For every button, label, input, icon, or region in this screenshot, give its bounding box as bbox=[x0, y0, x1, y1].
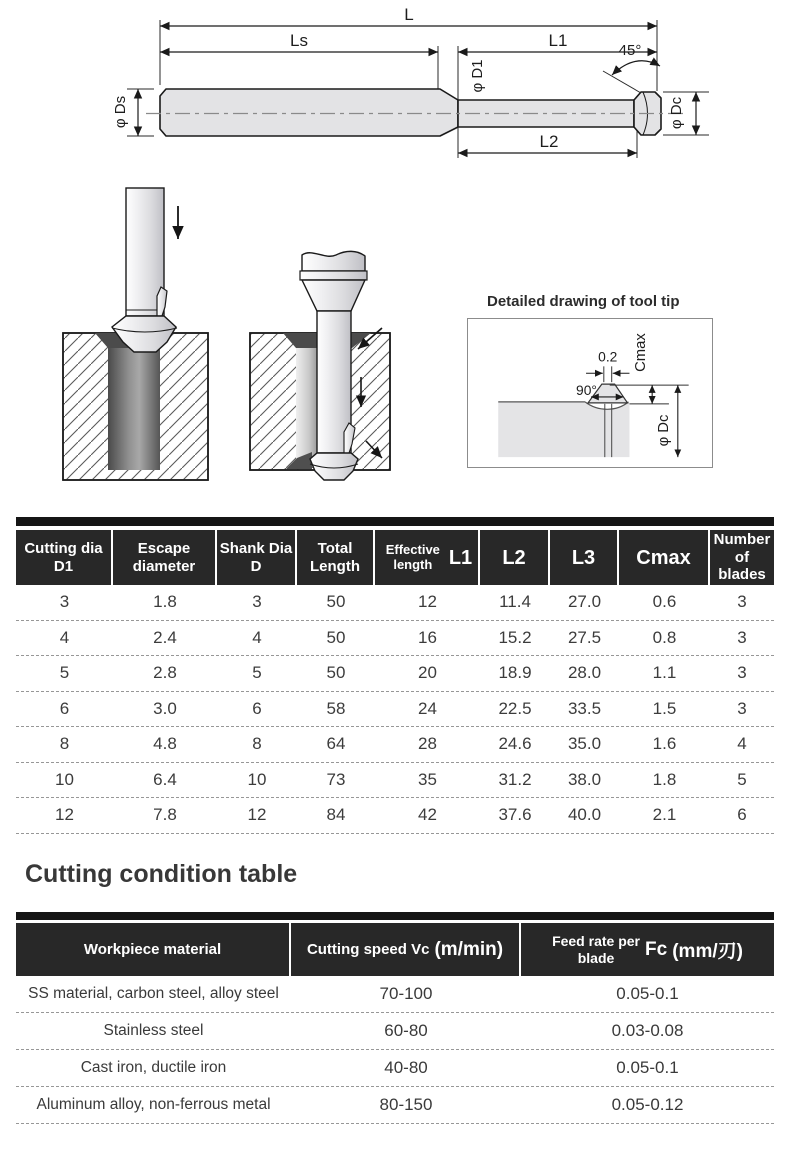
header-label: L1 bbox=[448, 546, 473, 569]
header-unit: (m/min) bbox=[434, 938, 504, 960]
cell: 27.5 bbox=[567, 627, 602, 647]
cell: 1.5 bbox=[652, 698, 677, 718]
cell: 18.9 bbox=[498, 663, 532, 683]
header-cmax bbox=[619, 530, 710, 585]
header-l3 bbox=[550, 530, 619, 585]
cutting-condition-title: Cutting condition table bbox=[25, 860, 298, 888]
cell-speed: 40-80 bbox=[384, 1058, 428, 1077]
cell: 1.1 bbox=[652, 663, 677, 683]
table-accent-bar bbox=[16, 912, 774, 920]
cell: 12 bbox=[247, 805, 267, 825]
tip-detail-title: Detailed drawing of tool tip bbox=[487, 293, 680, 310]
header-label: Escape bbox=[137, 539, 191, 557]
cell: 22.5 bbox=[498, 698, 532, 718]
header-feed-rate bbox=[521, 923, 774, 976]
cell: 35.0 bbox=[567, 734, 602, 754]
header-label: L3 bbox=[571, 546, 596, 569]
dim-label-shank-dia: φ Ds bbox=[112, 95, 129, 129]
cell: 2.8 bbox=[153, 663, 177, 683]
cell: 73 bbox=[326, 769, 346, 789]
cell: 3 bbox=[252, 592, 262, 612]
cell: 0.8 bbox=[652, 627, 677, 647]
dim-label-angle: 45° bbox=[618, 42, 642, 59]
header-label: D1 bbox=[53, 557, 74, 575]
cell: 28 bbox=[418, 734, 437, 754]
cell: 58 bbox=[326, 698, 346, 718]
cell-feed: 0.05-0.1 bbox=[616, 984, 679, 1003]
tip-angle-label: 90° bbox=[576, 381, 597, 398]
header-blade-count bbox=[710, 530, 774, 585]
dim-label-neck-dia: φ D1 bbox=[469, 59, 486, 93]
cell: 40.0 bbox=[567, 805, 602, 825]
dim-label-cutter-dia: φ Dc bbox=[668, 96, 685, 130]
tool-holder bbox=[302, 251, 365, 271]
cmax-label: Cmax bbox=[633, 333, 650, 372]
cell: 5 bbox=[252, 663, 262, 683]
table-row bbox=[16, 692, 774, 728]
table-row bbox=[16, 656, 774, 692]
back-deburr-illustration bbox=[250, 251, 390, 480]
cell: 27.0 bbox=[567, 592, 602, 612]
dim-label-l1: L1 bbox=[548, 31, 568, 50]
header-label: Length bbox=[310, 557, 360, 575]
tip-land-width-label: 0.2 bbox=[598, 348, 618, 365]
header-escape-dia bbox=[113, 530, 217, 585]
header-label: Total bbox=[317, 539, 353, 557]
cell: 1.8 bbox=[153, 592, 177, 612]
header-label: Effective length bbox=[385, 541, 440, 572]
cell: 4 bbox=[737, 734, 747, 754]
table-accent-bar bbox=[16, 517, 774, 526]
header-label: Cutting dia bbox=[24, 539, 103, 557]
cell: 15.2 bbox=[498, 627, 532, 647]
cell: 5 bbox=[737, 769, 747, 789]
cell: 11.4 bbox=[499, 592, 531, 612]
cell: 24.6 bbox=[498, 734, 532, 754]
cell-material: Aluminum alloy, non-ferrous metal bbox=[36, 1096, 271, 1113]
header-l2 bbox=[480, 530, 550, 585]
table-row bbox=[16, 727, 774, 763]
cell: 33.5 bbox=[567, 698, 602, 718]
cell: 50 bbox=[326, 592, 346, 612]
cell: 4 bbox=[59, 627, 70, 647]
dim-label-shank-length: Ls bbox=[290, 31, 308, 50]
table-row bbox=[16, 798, 774, 834]
table-row bbox=[16, 976, 774, 1013]
cell-feed: 0.03-0.08 bbox=[611, 1021, 684, 1040]
tip-dia-label: φ Dc bbox=[655, 414, 672, 447]
cell: 35 bbox=[418, 769, 437, 789]
table-row bbox=[16, 621, 774, 657]
usage-illustrations bbox=[0, 185, 470, 505]
table-row bbox=[16, 1050, 774, 1087]
tool-silhouette bbox=[160, 89, 661, 136]
spec-table-header bbox=[16, 530, 774, 585]
spec-table bbox=[16, 517, 774, 834]
cell: 6.4 bbox=[153, 769, 177, 789]
cell: 1.8 bbox=[652, 769, 677, 789]
cell: 12 bbox=[418, 592, 437, 612]
cell: 8 bbox=[59, 734, 70, 754]
tool-dimension-drawing bbox=[0, 0, 790, 180]
cell: 6 bbox=[59, 698, 70, 718]
header-label: Shank Dia bbox=[219, 539, 293, 557]
cell-material: SS material, carbon steel, alloy steel bbox=[28, 985, 279, 1002]
cell: 50 bbox=[326, 627, 346, 647]
cell: 20 bbox=[418, 663, 437, 683]
header-label: L2 bbox=[502, 546, 526, 569]
cell: 31.2 bbox=[498, 769, 532, 789]
cell-material: Cast iron, ductile iron bbox=[80, 1059, 227, 1076]
cell: 38.0 bbox=[567, 769, 602, 789]
cell: 37.6 bbox=[498, 805, 532, 825]
cell: 3 bbox=[737, 627, 747, 647]
cell-feed: 0.05-0.12 bbox=[611, 1095, 684, 1114]
cell: 24 bbox=[418, 698, 437, 718]
cell: 2.1 bbox=[652, 805, 677, 825]
cell: 3 bbox=[737, 663, 747, 683]
condition-table-header bbox=[16, 923, 774, 976]
cell-speed: 80-150 bbox=[379, 1095, 433, 1114]
cell: 84 bbox=[326, 805, 346, 825]
cell-speed: 70-100 bbox=[379, 984, 433, 1003]
cell: 10 bbox=[55, 769, 74, 789]
cell: 0.6 bbox=[652, 592, 677, 612]
front-deburr-illustration bbox=[63, 188, 208, 480]
tip-detail-box bbox=[467, 318, 713, 468]
cell: 16 bbox=[418, 627, 437, 647]
cell: 4.8 bbox=[153, 734, 177, 754]
header-label: Feed rate per blade bbox=[552, 933, 640, 966]
dim-label-total-length: L bbox=[404, 5, 414, 24]
header-unit: (mm/刃) bbox=[672, 941, 743, 962]
header-symbol: Fc bbox=[645, 938, 668, 960]
header-label: Number bbox=[713, 530, 771, 548]
header-label: D bbox=[250, 557, 262, 575]
cell: 10 bbox=[247, 769, 267, 789]
cell: 1.6 bbox=[652, 734, 677, 754]
header-label: of blades bbox=[718, 548, 766, 584]
dim-label-l2: L2 bbox=[539, 132, 559, 151]
cell-feed: 0.05-0.1 bbox=[616, 1058, 679, 1077]
header-shank-dia bbox=[217, 530, 297, 585]
cell: 64 bbox=[326, 734, 346, 754]
header-label: Cutting speed Vc bbox=[306, 941, 430, 958]
cell: 6 bbox=[252, 698, 262, 718]
cutting-blade bbox=[157, 287, 167, 316]
tip-detail-drawing bbox=[468, 319, 712, 467]
table-row bbox=[16, 1087, 774, 1124]
cell: 6 bbox=[737, 805, 747, 825]
header-cutting-dia bbox=[16, 530, 113, 585]
cell: 8 bbox=[252, 734, 262, 754]
table-row bbox=[16, 1013, 774, 1050]
cell-material: Stainless steel bbox=[103, 1022, 204, 1039]
cell: 2.4 bbox=[153, 627, 177, 647]
header-effective-length bbox=[375, 530, 480, 585]
cell: 4 bbox=[252, 627, 262, 647]
header-label: diameter bbox=[132, 557, 196, 575]
cell: 50 bbox=[326, 663, 346, 683]
table-row bbox=[16, 585, 774, 621]
cell: 3 bbox=[737, 592, 747, 612]
header-total-length bbox=[297, 530, 375, 585]
cutting-condition-table bbox=[16, 912, 774, 1124]
cell: 5 bbox=[59, 663, 70, 683]
cell: 7.8 bbox=[153, 805, 177, 825]
cell: 3 bbox=[59, 592, 70, 612]
header-workpiece-material bbox=[16, 923, 291, 976]
cell: 3 bbox=[737, 698, 747, 718]
cell-speed: 60-80 bbox=[384, 1021, 428, 1040]
table-row bbox=[16, 763, 774, 799]
header-cutting-speed bbox=[291, 923, 521, 976]
cell: 28.0 bbox=[567, 663, 602, 683]
cell: 42 bbox=[418, 805, 437, 825]
cell: 3.0 bbox=[153, 698, 177, 718]
header-label: Workpiece material bbox=[83, 941, 222, 958]
cell: 12 bbox=[55, 805, 74, 825]
header-label: Cmax bbox=[636, 546, 691, 569]
